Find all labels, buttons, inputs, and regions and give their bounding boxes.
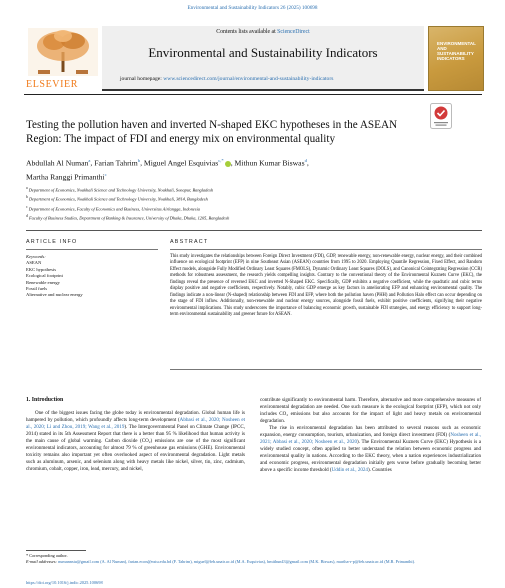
- paragraph: contribute significantly to environmental harm. Therefore, alternative and more comprehensive measures of environmental degradation are needed. One such measure is the ecological footprint (EFP), which not only includes CO₂ emissions but also accounts for the impact of light and heavy metals on environmental degradation.: [260, 397, 481, 424]
- keyword-item: Alternative and nuclear energy: [26, 292, 83, 298]
- affiliation-text: Department of Economics, Faculty of Economics and Business, Universitas Airlangga, Indonesia: [28, 206, 200, 212]
- keywords-label: Keywords:: [26, 254, 46, 259]
- doi-link[interactable]: https://doi.org/10.1016/j.indic.2025.100698: [26, 580, 103, 585]
- author-list: [26, 155, 426, 182]
- paragraph-text: ). Countries: [367, 466, 392, 473]
- affiliation-sup: d: [26, 214, 28, 219]
- keyword-item: Renewable energy: [26, 279, 60, 285]
- info-divider: [26, 230, 482, 231]
- author-affil-sup: c,*: [218, 158, 224, 163]
- author-name[interactable]: Mithun Kumar Biswas: [234, 158, 305, 168]
- orcid-icon[interactable]: [225, 161, 231, 167]
- affiliation-sup: a: [26, 186, 28, 190]
- abstract-bottom-rule: [170, 369, 482, 370]
- article-info-heading: ARTICLE INFO: [26, 239, 78, 245]
- cover-title: ENVIRONMENTAL AND SUSTAINABILITY INDICATORS: [437, 41, 476, 61]
- footnote-rule: [26, 550, 86, 551]
- elsevier-tree-icon: [24, 26, 102, 78]
- author-line-1: Abdullah Al Numan$^a$, Farian Tahrim$^b$, Miguel Angel Esquivias$^{c,*}$ , Mithun Kumar Biswas$^d$,: [26, 158, 309, 168]
- affiliation-text: Department of Economics, Noakhali Science and Technology University, Noakhali, 3814, Bangladesh: [28, 196, 208, 202]
- paragraph: [26, 410, 245, 473]
- corresponding-author-note: * Corresponding author.: [26, 553, 68, 558]
- abstract-text: This study investigates the relationships between Foreign Direct Investment (FDI), GDP, renewable energy, non-renewable energy, nuclear energy, and their combined influence on ecological footprint (EFP) in nine Southeast Asian (ASEAN) countries from 1995 to 2020. Employing Quantile Regression, Fixed Effect, and Random Effect models, alongside Fully Modified Ordinary Least Squares (FMOLS), Dynamic Ordinary Least Squares (DOLS), and Canonical Cointegrating Regression (CCR) methods for robustness assessment, the research yields compelling insights. Contrary to the conventional theory of the Environmental Kuznets Curve (EKC), the findings reveal the presence of reversed EKC and inverted N-Shaped EKC. Specifically, GDP exhibits a negative coefficient, while the quadratic and cubic terms display positive and negative coefficients, respectively. Notably, cubic GDP emerge as key factors in ameliorating EFP and enhancing environmental quality. The findings indicate a non-linear (N-shaped) relationship between FDI and EFP, where both the pollution haven (PHH) and Pollution Halo effect can occur depending on the stage of FDI inflow. Additionally, non-renewable and nuclear energy sources, alongside fossil fuels, exhibit positive coefficients, signifying their negative environmental implications. This study underscores the importance of balancing economic growth, sustainable FDI strategies, and energy efficiency to support long-term environmental sustainability and greener future for ASEAN.: [170, 254, 482, 318]
- article-title: Testing the pollution haven and inverted N-shaped EKC hypotheses in the ASEAN Region: The impact of FDI and energy mix on environmental quality: [26, 119, 398, 145]
- masthead-divider: [24, 94, 482, 95]
- email-addresses: [26, 559, 482, 565]
- elsevier-logo[interactable]: [24, 26, 102, 91]
- author-name[interactable]: Abdullah Al Numan: [26, 158, 89, 168]
- homepage-link[interactable]: www.sciencedirect.com/journal/environmental-and-sustainability-indicators: [163, 76, 334, 82]
- citation-link[interactable]: Nosheen et al., 2021; Abbasi et al., 2020; Nosheen et al., 2020: [260, 431, 481, 445]
- sciencedirect-link[interactable]: ScienceDirect: [277, 29, 310, 35]
- abstract-rule: [170, 249, 482, 250]
- keyword-item: EKC hypothesis: [26, 266, 56, 272]
- paragraph-text: The rise in environmental degradation has been attributed to several reasons such as economic expansion, energy consumption, tourism, urbanization, and foreign direct investment (FDI) (: [260, 424, 481, 438]
- abstract-heading: ABSTRACT: [170, 239, 209, 245]
- check-for-updates-icon: [430, 103, 452, 129]
- journal-banner: [102, 26, 424, 91]
- contents-line: [102, 29, 424, 35]
- homepage-prefix: journal homepage:: [120, 76, 162, 82]
- author-affil-sup: a: [88, 158, 91, 163]
- journal-masthead: [24, 26, 482, 91]
- keyword-item: Ecological footprint: [26, 273, 63, 279]
- author-affil-sup: b: [137, 158, 141, 163]
- affiliation-item: [26, 204, 446, 213]
- author-affil-sup: d: [304, 158, 307, 163]
- citation-link[interactable]: Uddin et al., 2024: [331, 466, 368, 473]
- journal-cover-thumbnail[interactable]: [428, 26, 484, 91]
- affiliation-item: [26, 213, 446, 222]
- affiliation-item: [26, 194, 446, 203]
- affiliation-sup: c: [26, 204, 28, 209]
- affiliation-sup: b: [26, 195, 28, 200]
- author-name[interactable]: Miguel Angel Esquivias: [143, 158, 219, 168]
- article-info-rule: [26, 249, 158, 250]
- keyword-item: ASEAN: [26, 260, 42, 266]
- keyword-item: Fossil fuels: [26, 286, 48, 292]
- contents-prefix: Contents lists available at: [216, 29, 276, 35]
- running-head[interactable]: Environmental and Sustainability Indicators 26 (2025) 100698: [187, 5, 318, 11]
- publisher-name: ELSEVIER: [26, 79, 79, 90]
- affiliation-text: Faculty of Business Studies, Department of Banking & Insurance, University of Dhaka, Dhaka, 1205, Bangladesh: [28, 215, 230, 221]
- paragraph: [260, 425, 481, 474]
- keywords-block: [26, 254, 158, 299]
- affiliation-item: [26, 185, 446, 194]
- footnotes: [26, 553, 482, 565]
- email-label: E-mail addresses:: [26, 559, 57, 565]
- paragraph-text: One of the biggest issues facing the globe today is environmental degradation. Global human life is hampered by pollution, which profoundly affects long-term development (: [26, 410, 245, 423]
- affiliation-list: [26, 185, 446, 223]
- section-heading-introduction: 1. Introduction: [26, 397, 64, 403]
- body-column-left: [26, 410, 245, 473]
- homepage-line: [120, 76, 333, 82]
- citation-link[interactable]: Abbasi et al., 2020; Nosheen et al., 2020; Li and Zhou, 2019; Wang et al., 2019: [26, 416, 245, 430]
- email-list[interactable]: numannstu@gmail.com (A. Al Numan), farian.econ@nstu.edu.bd (F. Tahrim), miguel@feb.unair.ac.id (M.A. Esquivias), bmithun43@gmail.com (M.K. Biswas), martha-r-p@feb.unair.ac.id (M.R. Primanthi).: [58, 559, 416, 565]
- paragraph-text: ). The Intergovernmental Panel on Climate Change (IPCC, 2014) stated in its 5th Assessment Report that there is a better than 95 % likelihood that human activity is the main cause of global warming. Carbon dioxide (CO₂) emissions are one of the most significant environmental indicators, accounting for almost 79 % of greenhouse gas emissions (GHE). Environmental toxicity remains also important yet often overlooked aspect of environmental degradation. Light metals such as aluminum, arsenic, and selenium along with heavy metals like nickel, silver, tin, zinc, cadmium, chromium, cobalt, copper, iron, lead, mercury, and nickel,: [26, 423, 245, 472]
- body-column-right: [260, 397, 481, 473]
- journal-title: Environmental and Sustainability Indicators: [148, 45, 378, 60]
- paragraph-text: ). The Environmental Kuznets Curve (EKC) Hypothesis is a widely studied concept, often applied to better understand the relation between economic progress and environmental quality in nations. According to the EKC theory, when a nation experiences industrialization and economic progress, environmental degradation initially gets worse before gradually becoming better above a specific income threshold (: [260, 438, 481, 473]
- author-affil-sup: c: [104, 171, 107, 177]
- author-name[interactable]: Farian Tahrim: [94, 158, 138, 168]
- author-name[interactable]: Martha Ranggi Primanthi: [26, 172, 105, 182]
- author-line-2: [26, 169, 426, 183]
- affiliation-text: Department of Economics, Noakhali Science and Technology University, Noakhali, Sonapur, Bangladesh: [28, 187, 214, 193]
- check-for-updates-badge[interactable]: [430, 103, 452, 129]
